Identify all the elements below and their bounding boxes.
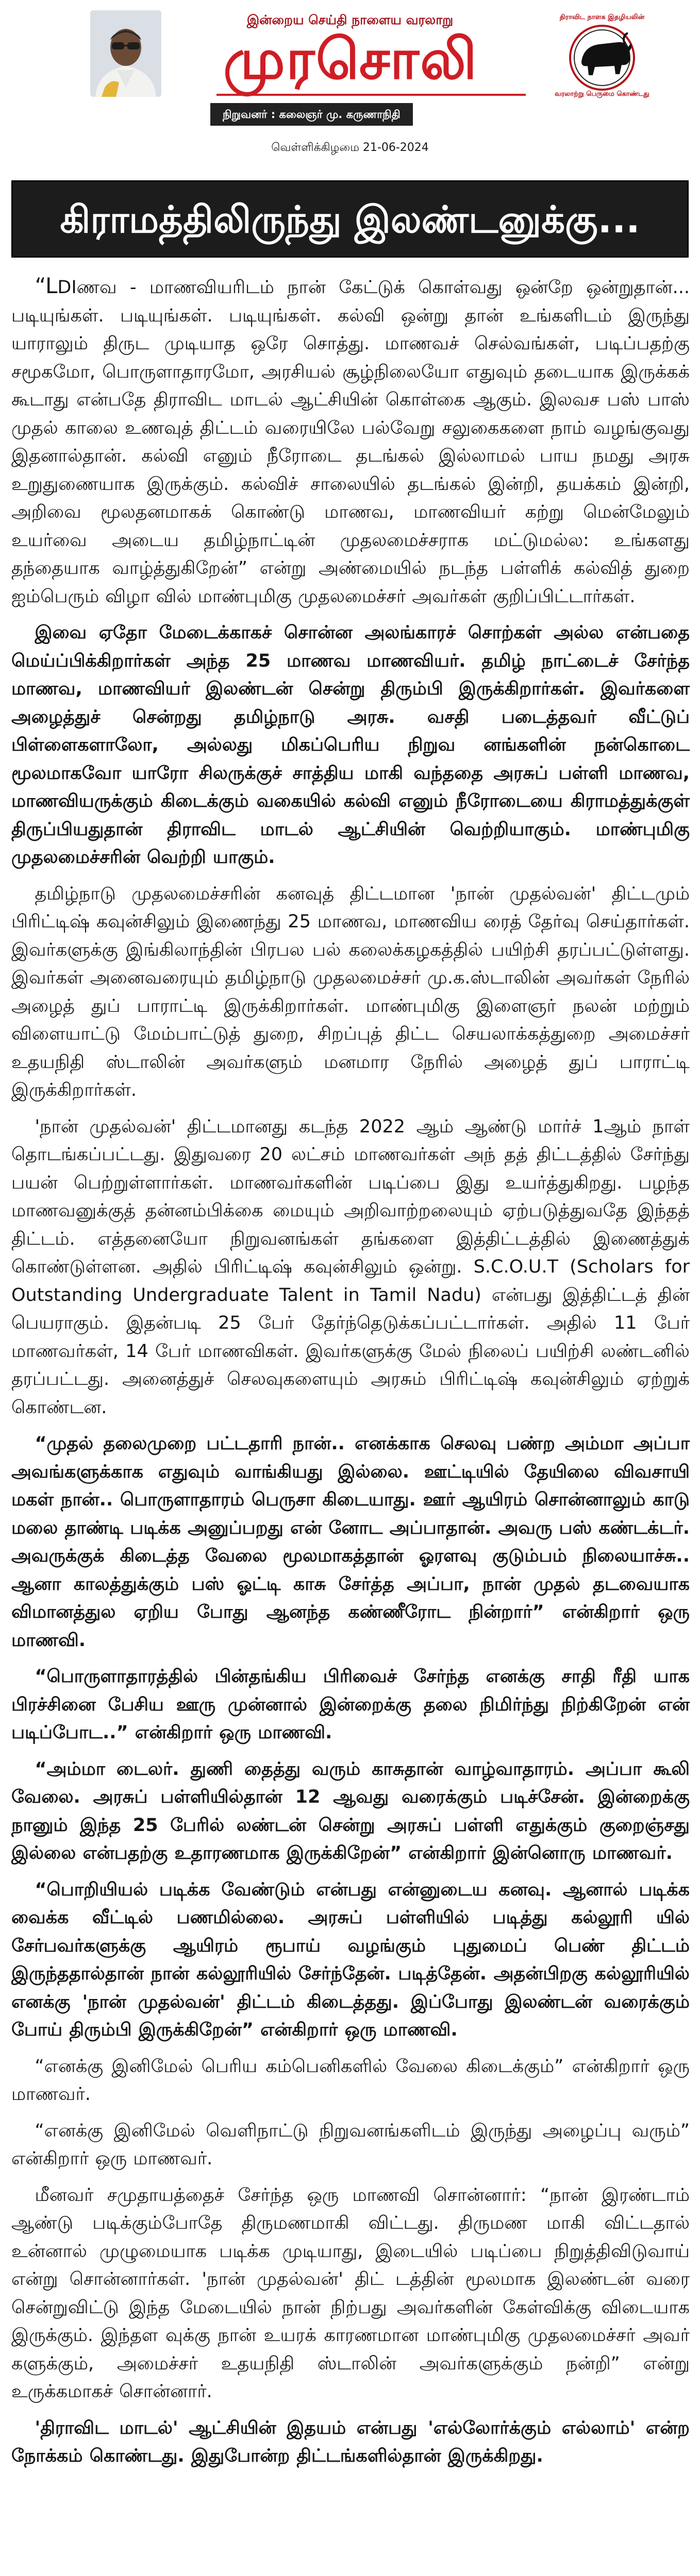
article-paragraph: தமிழ்நாடு முதலமைச்சரின் கனவுத் திட்டமான 'நான் முதல்வன்' திட்டமும் பிரிட்டிஷ் கவுன்சிலும் இணைந்து 25 மாணவ, மாணவிய ரைத் தேர்வு செய்தார்கள். இவர்களுக்கு இங்கிலாந்தின் பிரபல பல் கலைக்கழகத்தில் பயிற்சி தரப்பட்டுள்ளது. இவர்கள் அனைவரையும் தமிழ்நாடு முதலமைச்சர் மு.க.ஸ்டாலின் அவர்கள் நேரில் அழைத் துப் பாராட்டி இருக்கிறார்கள். மாண்புமிகு இளைஞர் நலன் மற்றும் விளையாட்டு மேம்பாட்டுத் துறை, சிறப்புத் திட்ட செயலாக்கத்துறை அமைச்சர் உதயநிதி ஸ்டாலின் அவர்களும் மனமார நேரில் அழைத் துப் பாராட்டி இருக்கிறார்கள். xyxy=(11,883,690,1100)
closing-paragraph: 'திராவிட மாடல்' ஆட்சியின் இதயம் என்பது 'எல்லோர்க்கும் எல்லாம்' என்ற நோக்கம் கொண்டது. இதுபோன்ற திட்டங்களில்தான் இருக்கிறது. xyxy=(11,2417,690,2466)
bull-emblem-icon xyxy=(545,10,659,103)
student-quote: “எனக்கு இனிமேல் பெரிய கம்பெனிகளில் வேலை கிடைக்கும்” என்கிறார் ஒரு மாணவர். xyxy=(11,2056,690,2105)
issue-date: வெள்ளிக்கிழமை 21-06-2024 xyxy=(271,141,429,154)
article-paragraph: “LDIணவ - மாணவியரிடம் நான் கேட்டுக் கொள்வது ஒன்றே ஒன்றுதான்... படியுங்கள். படியுங்கள். படியுங்கள். கல்வி ஒன்று தான் உங்களிடம் இருந்து யாராலும் திருட முடியாத ஒரே சொத்து. மாணவச் செல்வங்கள், படிப்பதற்கு சமூகமோ, பொருளாதாரமோ, அரசியல் சூழ்நிலையோ எதுவும் தடையாக இருக்கக் கூடாது என்பதே திராவிட மாடல் ஆட்சியின் கொள்கை ஆகும். இலவச பஸ் பாஸ் முதல் காலை உணவுத் திட்டம் வரையிலே பல்வேறு சலுகைகளை நாம் வழங்குவது இதனால்தான். கல்வி எனும் நீரோடை தடங்கல் இல்லாமல் பாய நமது அரசு உறுதுணையாக இருக்கும். கல்விச் சாலையில் தடங்கல் இன்றி, தயக்கம் இன்றி, அறிவை மூலதனமாகக் கொண்டு மாணவ, மாணவியர் கற்று மென்மேலும் உயர்வை அடைய தமிழ்நாட்டின் முதலமைச்சராக மட்டுமல்ல: உங்களது தந்தையாக வாழ்த்துகிறேன்” என்று அண்மையில் நடந்த பள்ளிக் கல்வித் துறை ஐம்பெரும் விழா வில் மாண்புமிகு முதலமைச்சர் அவர்கள் குறிப்பிட்டார்கள். xyxy=(11,273,690,607)
founder-label: நிறுவனர் : கலைஞர் மு. கருணாநிதி xyxy=(210,103,413,126)
student-quote: “பொருளாதாரத்தில் பின்தங்கிய பிரிவைச் சேர்ந்த எனக்கு சாதி ரீதி யாக பிரச்சினை பேசிய ஊரு முன்னால் இன்றைக்கு தலை நிமிர்ந்து நிற்கிறேன் என் படிப்போட..” என்கிறார் ஒரு மாணவி. xyxy=(11,1666,690,1743)
newspaper-logo: முரசொலி xyxy=(223,29,478,91)
article-headline: கிராமத்திலிருந்து இலண்டனுக்கு... xyxy=(11,180,689,258)
masthead-tagline: இன்றைய செய்தி நாளைய வரலாறு xyxy=(246,12,454,27)
emblem-bottom-text: வரலாற்று பெருமை கொண்டது xyxy=(555,90,649,98)
emblem-top-text: திராவிட நாளக இதழியலின் xyxy=(559,13,645,21)
article-paragraph: மீனவர் சமுதாயத்தைச் சேர்ந்த ஒரு மாணவி சொன்னார்: “நான் இரண்டாம் ஆண்டு படிக்கும்போதே திருமணமாகி விட்டது. திருமண மாகி விட்டதால் உன்னால் முழுமையாக படிக்க முடியாது, இடையில் படிப்பை நிறுத்திவிடுவாய் என்று சொன்னார்கள். 'நான் முதல்வன்' திட் டத்தின் மூலமாக இலண்டன் வரை சென்றுவிட்டு இந்த மேடையில் நான் நிற்பது அவர்களின் கேள்விக்கு விடையாக இருக்கும். இந்தள வுக்கு நான் உயரக் காரணமான மாண்புமிகு முதலமைச்சர் அவர் களுக்கும், அமைச்சர் உதயநிதி ஸ்டாலின் அவர்களுக்கும் நன்றி” என்று உருக்கமாகச் சொன்னார். xyxy=(11,2184,690,2402)
masthead xyxy=(0,0,700,175)
emblem xyxy=(545,10,659,103)
student-quote: “பொறியியல் படிக்க வேண்டும் என்பது என்னுடைய கனவு. ஆனால் படிக்க வைக்க வீட்டில் பணமில்லை. அரசுப் பள்ளியில் படித்து கல்லூரி யில் சேர்பவர்களுக்கு ஆயிரம் ரூபாய் வழங்கும் புதுமைப் பெண் திட்டம் இருந்ததால்தான் நான் கல்லூரியில் சேர்ந்தேன். படித்தேன். அதன்பிறகு கல்லூரியில் எனக்கு 'நான் முதல்வன்' திட்டம் கிடைத்தது. இப்போது இலண்டன் வரைக்கும் போய் திரும்பி இருக்கிறேன்” என்கிறார் ஒரு மாணவி. xyxy=(11,1879,690,2040)
article-paragraph: இவை ஏதோ மேடைக்காகச் சொன்ன அலங்காரச் சொற்கள் அல்ல என்பதை மெய்ப்பிக்கிறார்கள் அந்த 25 மாணவ மாணவியர். தமிழ் நாட்டைச் சேர்ந்த மாணவ, மாணவியர் இலண்டன் சென்று திரும்பி இருக்கிறார்கள். இவர்களை அழைத்துச் சென்றது தமிழ்நாடு அரசு. வசதி படைத்தவர் வீட்டுப் பிள்ளைகளாலோ, அல்லது மிகப்பெரிய நிறுவ னங்களின் நன்கொடை மூலமாகவோ யாரோ சிலருக்குச் சாத்திய மாகி வந்ததை அரசுப் பள்ளி மாணவ, மாணவியருக்கும் கிடைக்கும் வகையில் கல்வி எனும் நீரோடையை கிராமத்துக்குள் திருப்பியதுதான் திராவிட மாடல் ஆட்சியின் வெற்றியாகும். மாண்புமிகு முதலமைச்சரின் வெற்றி யாகும். xyxy=(11,622,690,868)
student-quote: “முதல் தலைமுறை பட்டதாரி நான்.. எனக்காக செலவு பண்ற அம்மா அப்பா அவங்களுக்காக எதுவும் வாங்கியது இல்லை. ஊட்டியில் தேயிலை விவசாயி மகள் நான்.. பொருளாதாரம் பெருசா கிடையாது. ஊர் ஆயிரம் சொன்னாலும் காடு மலை தாண்டி படிக்க அனுப்பறது என் னோட அப்பாதான். அவரு பஸ் கண்டக்டர். அவருக்குக் கிடைத்த வேலை மூலமாகத்தான் ஓரளவு குடும்பம் நிலையாச்சு.. ஆனா காலத்துக்கும் பஸ் ஓட்டி காசு சேர்த்த அப்பா, நான் முதல் தடவையாக விமானத்துல ஏறிய போது ஆனந்த கண்ணீரோட நின்றார்” என்கிறார் ஒரு மாணவி. xyxy=(11,1433,690,1651)
article-paragraph: 'நான் முதல்வன்' திட்டமானது கடந்த 2022 ஆம் ஆண்டு மார்ச் 1ஆம் நாள் தொடங்கப்பட்டது. இதுவரை 20 லட்சம் மாணவர்கள் அந் தத் திட்டத்தில் சேர்ந்து பயன் பெற்றுள்ளார்கள். மாணவர்களின் படிப்பை இது உயர்த்துகிறது. பழந்த மாணவனுக்குத் தன்னம்பிக்கை மையும் அறிவாற்றலையும் ஏற்படுத்துவதே இந்தத் திட்டம். எத்தனையோ நிறுவனங்கள் தங்களை இத்திட்டத்தில் இணைத்துக் கொண்டுள்ளன. அதில் பிரிட்டிஷ் கவுன்சிலும் ஒன்று. S.C.O.U.T (Scholars for Outstanding Undergraduate Talent in Tamil Nadu) என்பது இத்திட்டத் தின் பெயராகும். இதன்படி 25 பேர் தேர்ந்தெடுக்கப்பட்டார்கள். அதில் 11 பேர் மாணவர்கள், 14 பேர் மாணவிகள். இவர்களுக்கு மேல் நிலைப் பயிற்சி லண்டனில் தரப்பட்டது. அனைத்துச் செலவுகளையும் அரசும் பிரிட்டிஷ் கவுன்சிலும் ஏற்றுக் கொண்டன. xyxy=(11,1116,690,1418)
student-quote: “எனக்கு இனிமேல் வெளிநாட்டு நிறுவனங்களிடம் இருந்து அழைப்பு வரும்” என்கிறார் ஒரு மாணவர். xyxy=(11,2120,690,2169)
article-body xyxy=(11,272,690,2479)
student-quote: “அம்மா டைலர். துணி தைத்து வரும் காசுதான் வாழ்வாதாரம். அப்பா கூலி வேலை. அரசுப் பள்ளியில்தான் 12 ஆவது வரைக்கும் படிச்சேன். இன்றைக்கு நானும் இந்த 25 பேரில் லண்டன் சென்று அரசுப் பள்ளி எதுக்கும் குறைஞ்சது இல்லை என்பதற்கு உதாரணமாக இருக்கிறேன்” என்கிறார் இன்னொரு மாணவர். xyxy=(11,1758,690,1863)
logo-underline xyxy=(216,94,526,96)
